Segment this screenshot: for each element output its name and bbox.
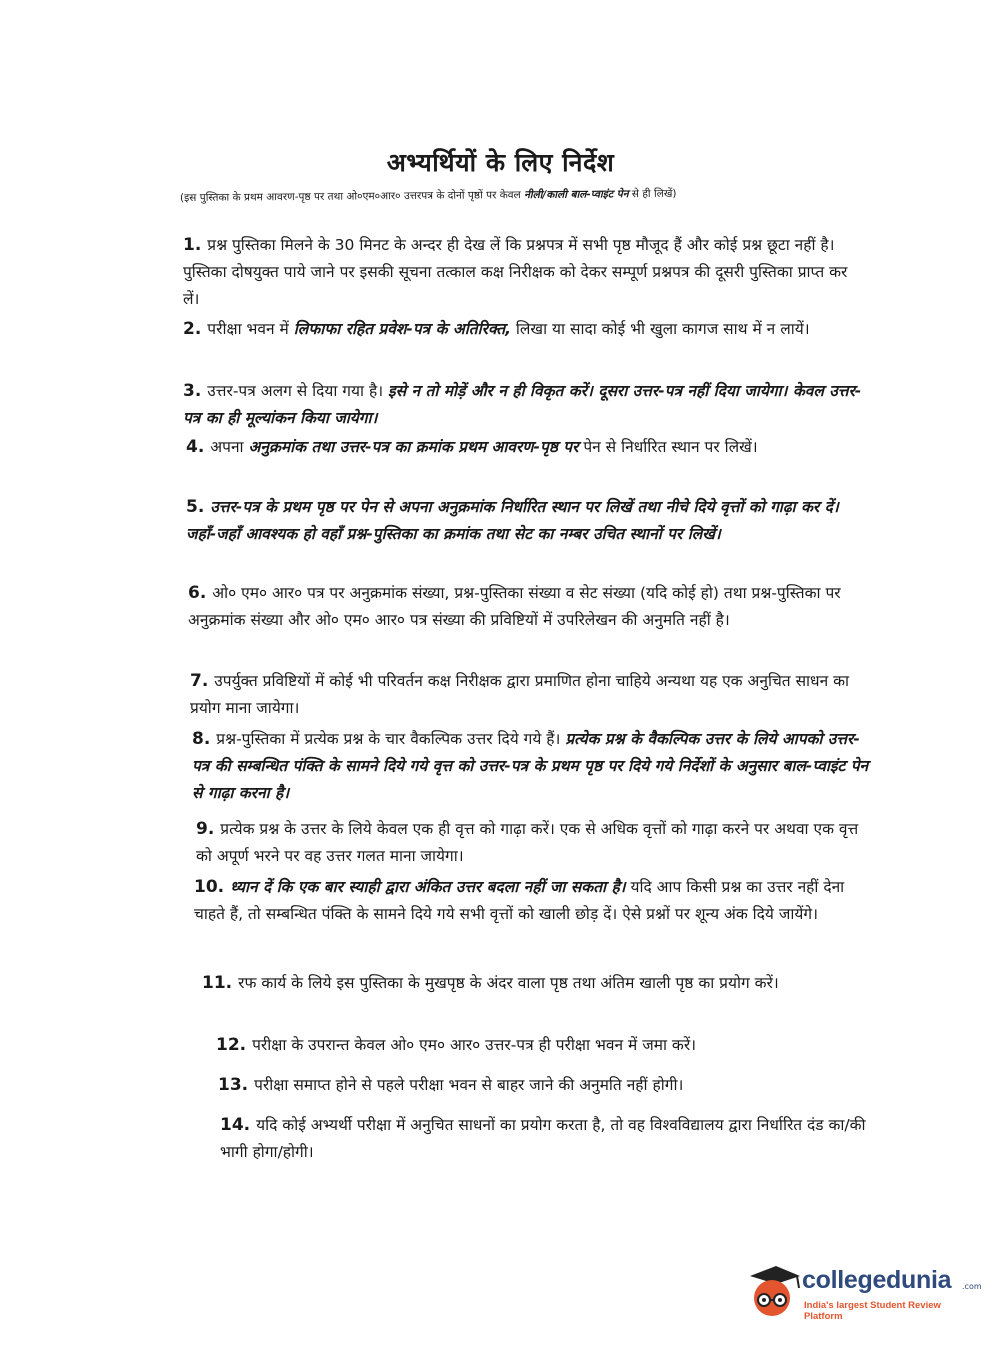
instruction-number: 5.	[186, 497, 205, 517]
instruction-text: प्रश्न पुस्तिका मिलने के 30 मिनट के अन्दर ही देख लें कि प्रश्नपत्र में सभी पृष्ठ मौजूद हैं और कोई प्रश्न छूटा नहीं है। पुस्तिका दोषयुक्त पाये जाने पर इसकी सूचना तत्काल कक्ष निरीक्षक को देकर सम्पूर्ण प्रश्नपत्र की दूसरी पुस्तिका प्राप्त कर लें।	[183, 236, 848, 308]
instruction-text: पेन से निर्धारित स्थान पर लिखें।	[578, 438, 758, 456]
logo-name: collegedunia	[802, 1266, 952, 1294]
instruction-14	[220, 1112, 880, 1166]
instruction-number: 3.	[183, 381, 202, 401]
mascot-icon	[742, 1262, 802, 1322]
subtitle-text: (इस पुस्तिका के प्रथम आवरण-पृष्ठ पर तथा ओ०एम०आर० उत्तरपत्र के दोनों पृष्ठों पर केवल	[179, 189, 521, 205]
instruction-emphasis: उत्तर-पत्र के प्रथम पृष्ठ पर पेन से अपना अनुक्रमांक निर्धारित स्थान पर लिखें तथा नीचे दिये वृत्तों को गाढ़ा कर दें। जहाँ-जहाँ आवश्यक हो वहाँ प्रश्न-पुस्तिका का क्रमांक तथा सेट का नम्बर उचित स्थानों पर लिखें।	[186, 498, 839, 543]
instruction-3	[183, 378, 863, 432]
instruction-text: प्रत्येक प्रश्न के उत्तर के लिये केवल एक ही वृत्त को गाढ़ा करें। एक से अधिक वृत्तों को गाढ़ा करने पर अथवा एक वृत्त को अपूर्ण भरने पर वह उत्तर गलत माना जायेगा।	[196, 820, 859, 865]
instruction-number: 12.	[216, 1035, 247, 1055]
instruction-7	[190, 668, 865, 722]
instruction-number: 11.	[202, 973, 233, 993]
collegedunia-logo	[742, 1262, 982, 1322]
instruction-number: 13.	[218, 1075, 249, 1095]
instruction-number: 4.	[186, 437, 205, 457]
instruction-4	[186, 434, 861, 461]
page-title: अभ्यर्थियों के लिए निर्देश	[386, 148, 615, 177]
subtitle-bold: नीली/काली बाल-प्वाइंट पेन	[524, 188, 629, 202]
instruction-number: 9.	[196, 819, 215, 839]
instruction-text: परीक्षा के उपरान्त केवल ओ० एम० आर० उत्तर-पत्र ही परीक्षा भवन में जमा करें।	[252, 1036, 697, 1054]
instruction-12	[216, 1032, 876, 1059]
instruction-text: अपना	[210, 438, 249, 456]
instruction-number: 6.	[188, 583, 207, 603]
instruction-number: 14.	[220, 1115, 251, 1135]
instruction-text: परीक्षा भवन में	[207, 320, 294, 338]
logo-tagline: India's largest Student Review Platform	[804, 1300, 941, 1322]
instruction-text: उपर्युक्त प्रविष्टियों में कोई भी परिवर्तन कक्ष निरीक्षक द्वारा प्रमाणित होना चाहिये अन्यथा यह एक अनुचित साधन का प्रयोग माना जायेगा।	[190, 672, 850, 717]
instruction-6	[188, 580, 868, 634]
instruction-number: 10.	[194, 877, 225, 897]
instruction-1	[183, 232, 863, 313]
instruction-emphasis: इसे न तो मोड़ें और न ही विकृत करें। दूसरा उत्तर-पत्र नहीं दिया जायेगा। केवल उत्तर-पत्र का ही मूल्यांकन किया जायेगा।	[183, 382, 862, 427]
subtitle-end: से ही लिखें)	[631, 187, 677, 201]
instruction-8	[192, 726, 870, 807]
instruction-text: यदि कोई अभ्यर्थी परीक्षा में अनुचित साधनों का प्रयोग करता है, तो वह विश्वविद्यालय द्वारा निर्धारित दंड का/की भागी होगा/होगी।	[220, 1116, 866, 1161]
instruction-text: उत्तर-पत्र अलग से दिया गया है।	[207, 382, 388, 400]
logo-domain: .com	[962, 1282, 982, 1291]
instruction-text: ओ० एम० आर० पत्र पर अनुक्रमांक संख्या, प्रश्न-पुस्तिका संख्या व सेट संख्या (यदि कोई हो) तथा प्रश्न-पुस्तिका पर अनुक्रमांक संख्या और ओ० एम० आर० पत्र संख्या की प्रविष्टियों में उपरिलेखन की अनुमति नहीं है।	[188, 584, 841, 629]
instruction-number: 8.	[192, 729, 211, 749]
instruction-text: परीक्षा समाप्त होने से पहले परीक्षा भवन से बाहर जाने की अनुमति नहीं होगी।	[254, 1076, 684, 1094]
instruction-text: प्रश्न-पुस्तिका में प्रत्येक प्रश्न के चार वैकल्पिक उत्तर दिये गये हैं।	[216, 730, 566, 748]
instruction-text: यदि आप किसी प्रश्न का उत्तर नहीं देना चाहते हैं, तो सम्बन्धित पंक्ति के सामने दिये गये सभी वृत्तों को खाली छोड़ दें। ऐसे प्रश्नों पर शून्य अंक दिये जायेंगे।	[194, 878, 845, 923]
instruction-text: रफ कार्य के लिये इस पुस्तिका के मुखपृष्ठ के अंदर वाला पृष्ठ तथा अंतिम खाली पृष्ठ का प्रयोग करें।	[238, 974, 779, 992]
instruction-number: 1.	[183, 235, 202, 255]
instruction-emphasis: प्रत्येक प्रश्न के वैकल्पिक उत्तर के लिये आपको उत्तर-पत्र की सम्बन्धित पंक्ति के सामने दिये गये वृत्त को उत्तर-पत्र के प्रथम पृष्ठ पर दिये गये निर्देशों के अनुसार बाल-प्वाइंट पेन से गाढ़ा करना है।	[192, 730, 869, 802]
instruction-emphasis: अनुक्रमांक तथा उत्तर-पत्र का क्रमांक प्रथम आवरण-पृष्ठ पर	[248, 438, 579, 456]
instruction-2	[183, 316, 858, 343]
instruction-emphasis: ध्यान दें कि एक बार स्याही द्वारा अंकित उत्तर बदला नहीं जा सकता है।	[230, 878, 626, 896]
instruction-10	[194, 874, 874, 928]
instruction-number: 2.	[183, 319, 202, 339]
instruction-emphasis: लिफाफा रहित प्रवेश-पत्र के अतिरिक्त,	[293, 320, 511, 338]
instruction-9	[196, 816, 871, 870]
instruction-13	[218, 1072, 878, 1099]
instruction-5	[186, 494, 866, 548]
subtitle	[180, 185, 880, 205]
instruction-11	[202, 970, 874, 997]
instruction-number: 7.	[190, 671, 209, 691]
instruction-text: लिखा या सादा कोई भी खुला कागज साथ में न लायें।	[510, 320, 810, 338]
